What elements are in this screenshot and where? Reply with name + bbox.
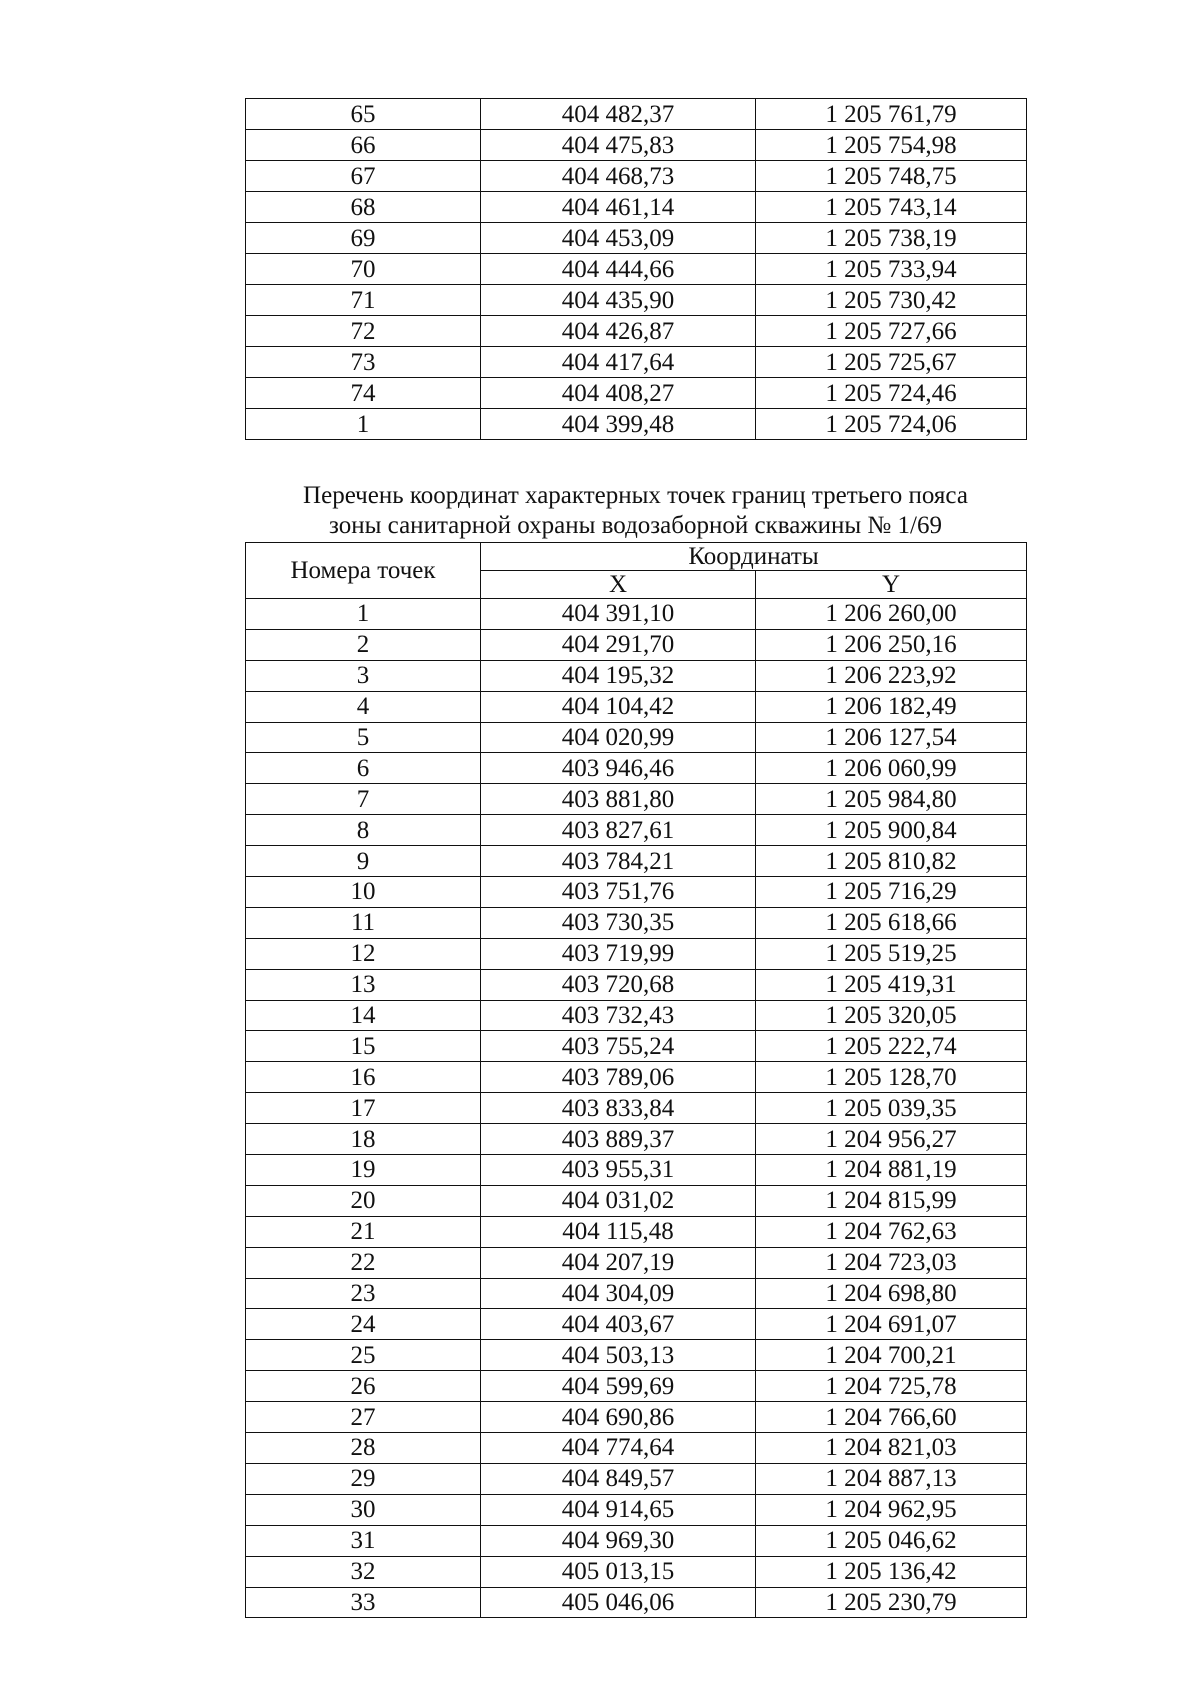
coordinates-table-continuation: [245, 98, 1027, 440]
cell-point-number: 15: [246, 1031, 481, 1062]
cell-point-number: 70: [246, 254, 481, 285]
cell-x: 404 482,37: [481, 99, 756, 130]
cell-point-number: 24: [246, 1309, 481, 1340]
cell-y: 1 205 046,62: [756, 1525, 1027, 1556]
table-row: [246, 1309, 1027, 1340]
table-row: [246, 1155, 1027, 1186]
cell-point-number: 8: [246, 815, 481, 846]
table-row: [246, 877, 1027, 908]
table-row: [246, 1587, 1027, 1618]
cell-x: 403 784,21: [481, 846, 756, 877]
table-body: [246, 99, 1027, 440]
cell-point-number: 9: [246, 846, 481, 877]
table-row: [246, 815, 1027, 846]
cell-point-number: 7: [246, 784, 481, 815]
cell-y: 1 206 260,00: [756, 599, 1027, 630]
cell-x: 403 889,37: [481, 1124, 756, 1155]
cell-point-number: 68: [246, 192, 481, 223]
table-row: [246, 1216, 1027, 1247]
cell-point-number: 30: [246, 1494, 481, 1525]
cell-point-number: 25: [246, 1340, 481, 1371]
table-row: [246, 1278, 1027, 1309]
cell-point-number: 33: [246, 1587, 481, 1618]
header-coordinates: Координаты: [481, 543, 1027, 571]
cell-point-number: 28: [246, 1433, 481, 1464]
cell-y: 1 204 723,03: [756, 1247, 1027, 1278]
cell-x: 403 833,84: [481, 1093, 756, 1124]
table-header: [246, 543, 1027, 599]
cell-point-number: 1: [246, 599, 481, 630]
cell-y: 1 206 182,49: [756, 691, 1027, 722]
cell-x: 404 426,87: [481, 316, 756, 347]
cell-x: 403 719,99: [481, 938, 756, 969]
cell-y: 1 205 128,70: [756, 1062, 1027, 1093]
cell-y: 1 205 419,31: [756, 969, 1027, 1000]
table-row: [246, 192, 1027, 223]
cell-y: 1 206 223,92: [756, 660, 1027, 691]
cell-x: 404 435,90: [481, 285, 756, 316]
coordinates-table: [245, 542, 1027, 1618]
cell-x: 404 461,14: [481, 192, 756, 223]
cell-x: 403 955,31: [481, 1155, 756, 1186]
cell-x: 404 690,86: [481, 1402, 756, 1433]
cell-y: 1 204 691,07: [756, 1309, 1027, 1340]
cell-y: 1 205 761,79: [756, 99, 1027, 130]
cell-x: 403 720,68: [481, 969, 756, 1000]
cell-y: 1 205 039,35: [756, 1093, 1027, 1124]
cell-point-number: 65: [246, 99, 481, 130]
cell-x: 404 914,65: [481, 1494, 756, 1525]
cell-x: 404 104,42: [481, 691, 756, 722]
cell-y: 1 204 700,21: [756, 1340, 1027, 1371]
cell-y: 1 205 230,79: [756, 1587, 1027, 1618]
cell-point-number: 17: [246, 1093, 481, 1124]
table-row: [246, 1433, 1027, 1464]
cell-x: 403 881,80: [481, 784, 756, 815]
cell-y: 1 205 754,98: [756, 130, 1027, 161]
heading-line-1: Перечень координат характерных точек границ третьего пояса: [303, 482, 968, 509]
table-row: [246, 223, 1027, 254]
cell-y: 1 204 815,99: [756, 1185, 1027, 1216]
cell-point-number: 3: [246, 660, 481, 691]
cell-x: 405 046,06: [481, 1587, 756, 1618]
table-row: [246, 378, 1027, 409]
table-row: [246, 1402, 1027, 1433]
cell-x: 403 751,76: [481, 877, 756, 908]
cell-x: 404 020,99: [481, 722, 756, 753]
table-row: [246, 409, 1027, 440]
cell-x: 404 391,10: [481, 599, 756, 630]
cell-y: 1 204 725,78: [756, 1371, 1027, 1402]
table-row: [246, 161, 1027, 192]
heading-line-2: зоны санитарной охраны водозаборной скважины № 1/69: [329, 512, 942, 539]
cell-point-number: 26: [246, 1371, 481, 1402]
table-row: [246, 938, 1027, 969]
cell-x: 404 468,73: [481, 161, 756, 192]
cell-x: 404 291,70: [481, 629, 756, 660]
table-row: [246, 846, 1027, 877]
cell-x: 404 453,09: [481, 223, 756, 254]
cell-x: 404 417,64: [481, 347, 756, 378]
table-row: [246, 1463, 1027, 1494]
cell-y: 1 206 250,16: [756, 629, 1027, 660]
table-row: [246, 1031, 1027, 1062]
cell-y: 1 204 881,19: [756, 1155, 1027, 1186]
cell-y: 1 205 730,42: [756, 285, 1027, 316]
cell-x: 404 599,69: [481, 1371, 756, 1402]
cell-y: 1 205 136,42: [756, 1556, 1027, 1587]
cell-point-number: 6: [246, 753, 481, 784]
cell-x: 404 195,32: [481, 660, 756, 691]
table-row: [246, 285, 1027, 316]
cell-y: 1 204 962,95: [756, 1494, 1027, 1525]
cell-x: 403 827,61: [481, 815, 756, 846]
cell-x: 403 730,35: [481, 907, 756, 938]
cell-y: 1 205 716,29: [756, 877, 1027, 908]
cell-point-number: 69: [246, 223, 481, 254]
cell-point-number: 10: [246, 877, 481, 908]
table-row: [246, 1093, 1027, 1124]
cell-point-number: 11: [246, 907, 481, 938]
cell-point-number: 19: [246, 1155, 481, 1186]
table-row: [246, 907, 1027, 938]
cell-x: 404 444,66: [481, 254, 756, 285]
cell-y: 1 205 743,14: [756, 192, 1027, 223]
cell-x: 404 503,13: [481, 1340, 756, 1371]
cell-y: 1 205 320,05: [756, 1000, 1027, 1031]
cell-point-number: 31: [246, 1525, 481, 1556]
cell-point-number: 32: [246, 1556, 481, 1587]
cell-point-number: 22: [246, 1247, 481, 1278]
cell-y: 1 205 810,82: [756, 846, 1027, 877]
cell-x: 404 969,30: [481, 1525, 756, 1556]
cell-point-number: 2: [246, 629, 481, 660]
cell-point-number: 29: [246, 1463, 481, 1494]
cell-point-number: 72: [246, 316, 481, 347]
table-row: [246, 969, 1027, 1000]
cell-y: 1 205 222,74: [756, 1031, 1027, 1062]
table-row: [246, 1525, 1027, 1556]
cell-y: 1 205 724,46: [756, 378, 1027, 409]
cell-x: 403 946,46: [481, 753, 756, 784]
cell-point-number: 20: [246, 1185, 481, 1216]
cell-y: 1 204 766,60: [756, 1402, 1027, 1433]
section-heading: [245, 481, 1026, 541]
table-row: [246, 691, 1027, 722]
cell-x: 403 732,43: [481, 1000, 756, 1031]
table-row: [246, 660, 1027, 691]
cell-y: 1 204 956,27: [756, 1124, 1027, 1155]
cell-y: 1 205 724,06: [756, 409, 1027, 440]
table-row: [246, 1556, 1027, 1587]
header-point-numbers: Номера точек: [246, 543, 481, 599]
cell-x: 404 399,48: [481, 409, 756, 440]
header-y: Y: [756, 571, 1027, 599]
cell-x: 404 207,19: [481, 1247, 756, 1278]
cell-x: 404 774,64: [481, 1433, 756, 1464]
cell-y: 1 204 887,13: [756, 1463, 1027, 1494]
cell-point-number: 67: [246, 161, 481, 192]
table-row: [246, 1494, 1027, 1525]
cell-point-number: 21: [246, 1216, 481, 1247]
cell-point-number: 5: [246, 722, 481, 753]
table-row: [246, 753, 1027, 784]
cell-y: 1 205 727,66: [756, 316, 1027, 347]
cell-x: 404 115,48: [481, 1216, 756, 1247]
table-row: [246, 1000, 1027, 1031]
table-row: [246, 254, 1027, 285]
table-row: [246, 1340, 1027, 1371]
table-row: [246, 629, 1027, 660]
table-row: [246, 1247, 1027, 1278]
cell-x: 404 304,09: [481, 1278, 756, 1309]
cell-y: 1 205 733,94: [756, 254, 1027, 285]
table-row: [246, 1185, 1027, 1216]
cell-point-number: 23: [246, 1278, 481, 1309]
cell-point-number: 16: [246, 1062, 481, 1093]
table-row: [246, 347, 1027, 378]
cell-x: 404 408,27: [481, 378, 756, 409]
cell-y: 1 205 748,75: [756, 161, 1027, 192]
table-row: [246, 1124, 1027, 1155]
cell-point-number: 1: [246, 409, 481, 440]
cell-y: 1 205 900,84: [756, 815, 1027, 846]
cell-y: 1 205 519,25: [756, 938, 1027, 969]
cell-point-number: 71: [246, 285, 481, 316]
cell-point-number: 73: [246, 347, 481, 378]
cell-point-number: 14: [246, 1000, 481, 1031]
cell-y: 1 204 821,03: [756, 1433, 1027, 1464]
table-row: [246, 1062, 1027, 1093]
cell-y: 1 204 698,80: [756, 1278, 1027, 1309]
cell-x: 405 013,15: [481, 1556, 756, 1587]
cell-y: 1 205 738,19: [756, 223, 1027, 254]
table-row: [246, 722, 1027, 753]
cell-y: 1 206 060,99: [756, 753, 1027, 784]
cell-point-number: 4: [246, 691, 481, 722]
table-row: [246, 784, 1027, 815]
cell-y: 1 205 725,67: [756, 347, 1027, 378]
table-row: [246, 316, 1027, 347]
cell-x: 403 789,06: [481, 1062, 756, 1093]
cell-y: 1 206 127,54: [756, 722, 1027, 753]
cell-x: 404 031,02: [481, 1185, 756, 1216]
cell-point-number: 18: [246, 1124, 481, 1155]
cell-point-number: 13: [246, 969, 481, 1000]
cell-y: 1 205 618,66: [756, 907, 1027, 938]
cell-point-number: 66: [246, 130, 481, 161]
cell-x: 403 755,24: [481, 1031, 756, 1062]
header-x: X: [481, 571, 756, 599]
cell-x: 404 475,83: [481, 130, 756, 161]
cell-point-number: 12: [246, 938, 481, 969]
table-row: [246, 599, 1027, 630]
table-row: [246, 1371, 1027, 1402]
cell-point-number: 27: [246, 1402, 481, 1433]
cell-x: 404 849,57: [481, 1463, 756, 1494]
cell-x: 404 403,67: [481, 1309, 756, 1340]
cell-y: 1 205 984,80: [756, 784, 1027, 815]
table-row: [246, 130, 1027, 161]
cell-y: 1 204 762,63: [756, 1216, 1027, 1247]
table-row: [246, 99, 1027, 130]
table-body: [246, 599, 1027, 1618]
cell-point-number: 74: [246, 378, 481, 409]
